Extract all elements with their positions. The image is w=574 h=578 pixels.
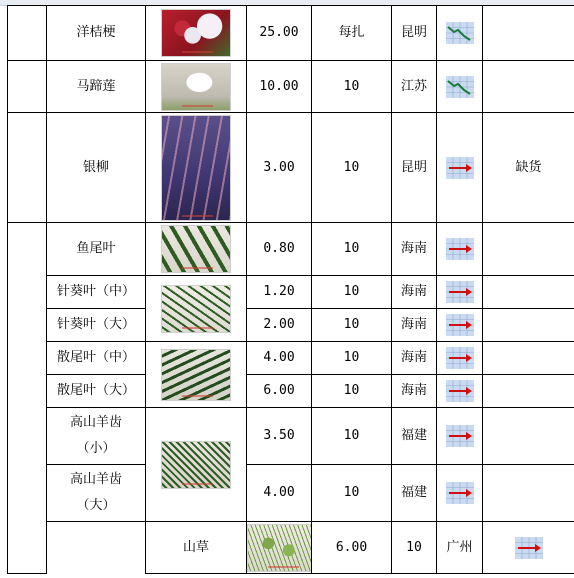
product-name-line1: 高山羊齿 xyxy=(69,472,122,487)
table-row xyxy=(8,223,574,276)
trend-flat-icon xyxy=(446,425,474,447)
product-name-line2: （大） xyxy=(76,498,116,513)
note-cell xyxy=(483,408,574,465)
product-name xyxy=(47,465,146,522)
product-name: 洋桔梗 xyxy=(47,6,146,61)
origin-value: 广州 xyxy=(437,522,483,574)
trend-cell xyxy=(437,309,483,342)
price-value: 6.00 xyxy=(247,375,312,408)
product-name: 马蹄莲 xyxy=(47,61,146,113)
note-cell xyxy=(483,375,574,408)
table-row xyxy=(8,6,574,61)
origin-value: 昆明 xyxy=(392,113,437,223)
note-cell xyxy=(483,342,574,375)
product-image-cell xyxy=(146,223,247,276)
price-value: 2.00 xyxy=(247,309,312,342)
phoenix-palm-leaf-photo xyxy=(161,285,231,333)
trend-cell xyxy=(437,61,483,113)
unit-value: 10 xyxy=(312,465,392,522)
trend-cell xyxy=(483,522,574,574)
unit-value: 10 xyxy=(312,113,392,223)
product-name: 散尾叶（大） xyxy=(47,375,146,408)
trend-cell xyxy=(437,276,483,309)
group-cell xyxy=(8,113,47,223)
table-row xyxy=(8,113,574,223)
price-value: 25.00 xyxy=(247,6,312,61)
origin-value: 昆明 xyxy=(392,6,437,61)
trend-cell xyxy=(437,465,483,522)
product-name: 银柳 xyxy=(47,113,146,223)
price-value: 4.00 xyxy=(247,342,312,375)
trend-flat-icon xyxy=(446,380,474,402)
unit-value: 10 xyxy=(312,61,392,113)
price-value: 0.80 xyxy=(247,223,312,276)
mountain-grass-photo xyxy=(247,524,312,572)
unit-value: 10 xyxy=(312,276,392,309)
trend-cell xyxy=(437,223,483,276)
lisianthus-photo xyxy=(161,9,231,57)
note-cell xyxy=(483,223,574,276)
note-cell xyxy=(483,6,574,61)
table-row xyxy=(8,309,574,342)
unit-value: 10 xyxy=(312,309,392,342)
leatherleaf-fern-photo xyxy=(161,441,231,489)
price-value: 3.50 xyxy=(247,408,312,465)
note-cell xyxy=(483,276,574,309)
product-image-cell xyxy=(146,276,247,342)
pussy-willow-photo xyxy=(161,115,231,221)
product-name: 针葵叶（大） xyxy=(47,309,146,342)
group-cell xyxy=(8,61,47,113)
product-image-cell xyxy=(146,342,247,408)
origin-value: 海南 xyxy=(392,223,437,276)
origin-value: 海南 xyxy=(392,309,437,342)
product-name: 鱼尾叶 xyxy=(47,223,146,276)
trend-down-icon xyxy=(446,22,474,44)
trend-cell xyxy=(437,375,483,408)
unit-value: 10 xyxy=(312,375,392,408)
trend-flat-icon xyxy=(446,347,474,369)
price-value: 3.00 xyxy=(247,113,312,223)
price-value: 4.00 xyxy=(247,465,312,522)
unit-value: 每扎 xyxy=(312,6,392,61)
table-row xyxy=(8,61,574,113)
trend-flat-icon xyxy=(446,281,474,303)
trend-flat-icon xyxy=(446,238,474,260)
product-image-cell xyxy=(146,61,247,113)
table-row xyxy=(8,465,574,522)
stock-note: 缺货 xyxy=(483,113,574,223)
product-image-cell xyxy=(247,522,312,574)
group-cell xyxy=(47,522,146,574)
price-value: 10.00 xyxy=(247,61,312,113)
fishtail-leaf-photo xyxy=(161,225,231,273)
unit-value: 10 xyxy=(392,522,437,574)
note-cell xyxy=(483,61,574,113)
areca-leaf-photo xyxy=(161,349,231,401)
product-image-cell xyxy=(146,408,247,522)
trend-cell xyxy=(437,342,483,375)
product-name: 山草 xyxy=(146,522,247,574)
trend-cell xyxy=(437,6,483,61)
product-name xyxy=(47,408,146,465)
unit-value: 10 xyxy=(312,342,392,375)
origin-value: 海南 xyxy=(392,276,437,309)
note-cell xyxy=(483,309,574,342)
group-cell xyxy=(8,223,47,574)
trend-flat-icon xyxy=(446,314,474,336)
unit-value: 10 xyxy=(312,223,392,276)
trend-cell xyxy=(437,113,483,223)
table-row xyxy=(8,342,574,375)
product-image-cell xyxy=(146,6,247,61)
table-row xyxy=(8,375,574,408)
table-row xyxy=(8,408,574,465)
table-row xyxy=(8,276,574,309)
product-image-cell xyxy=(146,113,247,223)
group-cell xyxy=(8,6,47,61)
calla-lily-photo xyxy=(161,63,231,111)
trend-flat-icon xyxy=(446,482,474,504)
origin-value: 海南 xyxy=(392,342,437,375)
trend-flat-icon xyxy=(446,157,474,179)
table-row xyxy=(8,522,574,574)
unit-value: 10 xyxy=(312,408,392,465)
origin-value: 福建 xyxy=(392,408,437,465)
note-cell xyxy=(483,465,574,522)
product-name: 散尾叶（中） xyxy=(47,342,146,375)
product-name: 针葵叶（中） xyxy=(47,276,146,309)
origin-value: 江苏 xyxy=(392,61,437,113)
trend-cell xyxy=(437,408,483,465)
product-name-line1: 高山羊齿 xyxy=(69,415,122,430)
origin-value: 海南 xyxy=(392,375,437,408)
price-table xyxy=(7,5,574,574)
product-name-line2: （小） xyxy=(76,441,116,456)
price-value: 6.00 xyxy=(312,522,392,574)
price-value: 1.20 xyxy=(247,276,312,309)
trend-flat-icon xyxy=(515,537,543,559)
origin-value: 福建 xyxy=(392,465,437,522)
trend-down-icon xyxy=(446,76,474,98)
